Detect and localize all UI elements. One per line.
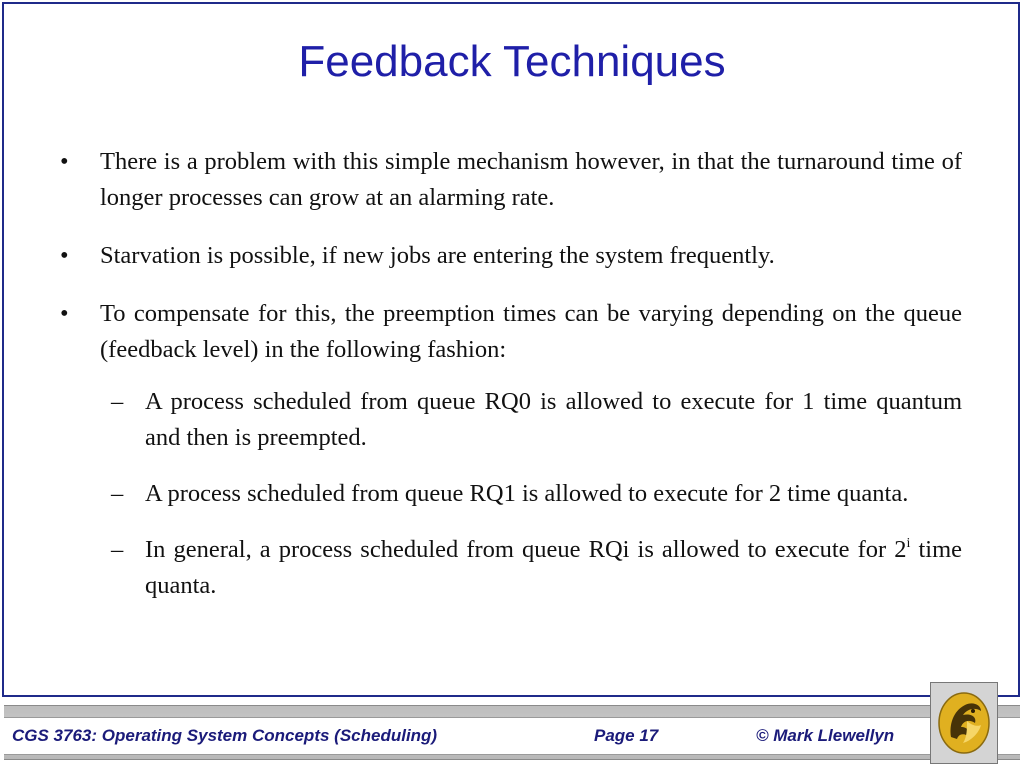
sub-bullet-item: [60, 384, 962, 456]
sub-bullet-marker: –: [111, 480, 124, 507]
slide-title: Feedback Techniques: [298, 37, 726, 86]
slide-content: [60, 144, 962, 624]
ucf-pegasus-logo-icon: [937, 691, 991, 755]
sub-bullet-marker: –: [111, 388, 124, 415]
footer-page-number: Page 17: [594, 726, 659, 745]
bullet-text: There is a problem with this simple mechanism however, in that the turnaround time of longer processes can grow at an alarming rate.: [100, 148, 962, 211]
sub-bullet-text: [145, 536, 962, 599]
superscript: i: [906, 536, 911, 551]
bullet-item: [60, 238, 962, 274]
sub-bullet-marker: –: [111, 536, 124, 563]
footer-course: CGS 3763: Operating System Concepts (Scheduling): [12, 726, 438, 745]
bullet-text: To compensate for this, the preemption times can be varying depending on the queue (feedback level) in the following fashion:: [100, 300, 962, 363]
sub-bullet-text-before: In general, a process scheduled from queue RQi is allowed to execute for 2: [145, 536, 907, 563]
bullet-item: [60, 296, 962, 368]
bullet-marker: •: [60, 300, 69, 327]
sub-bullet-text: A process scheduled from queue RQ0 is allowed to execute for 1 time quantum and then is preempted.: [145, 388, 962, 451]
sub-bullet-item: [60, 476, 962, 512]
bullet-text: Starvation is possible, if new jobs are entering the system frequently.: [100, 242, 775, 269]
sub-bullet-text-after: time quanta.: [145, 536, 962, 599]
bullet-marker: •: [60, 242, 69, 269]
sub-bullet-text: A process scheduled from queue RQ1 is allowed to execute for 2 time quanta.: [145, 480, 909, 507]
bullet-item: [60, 144, 962, 216]
footer-copyright: © Mark Llewellyn: [756, 726, 895, 745]
bullet-marker: •: [60, 148, 69, 175]
logo-box: [930, 682, 998, 764]
sub-bullet-item: [60, 532, 962, 604]
